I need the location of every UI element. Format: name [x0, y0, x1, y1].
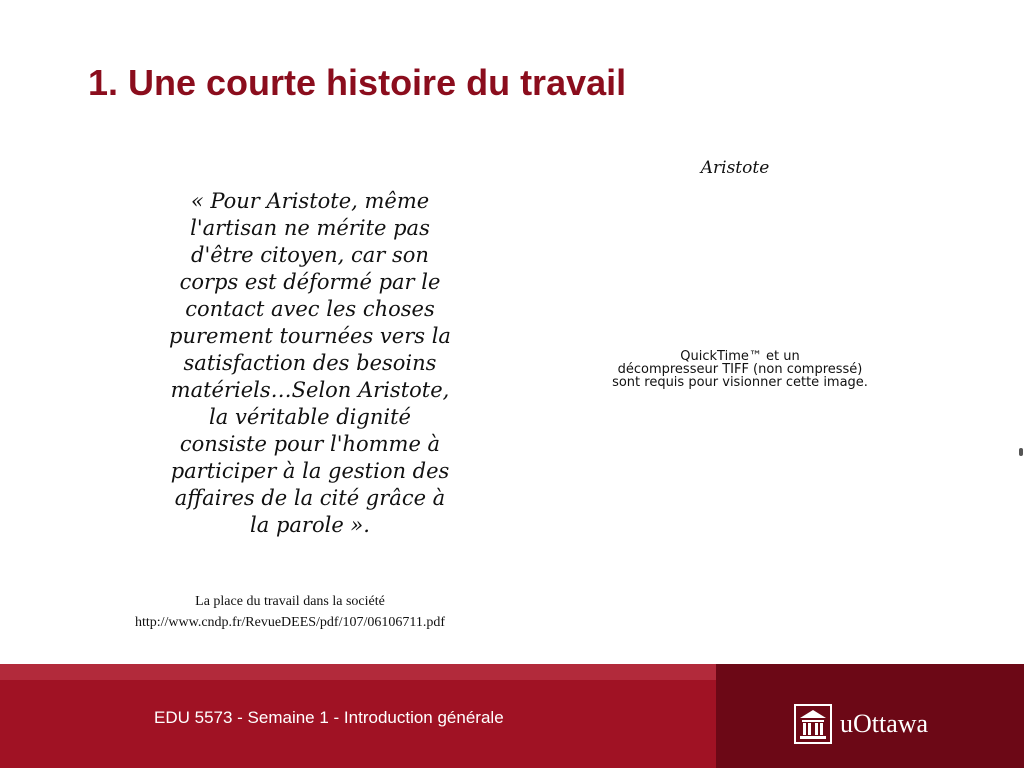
placeholder-line: sont requis pour visionner cette image. — [612, 375, 868, 390]
image-caption: Aristote — [700, 158, 770, 178]
placeholder-line: QuickTime™ et un — [680, 349, 800, 364]
uottawa-logo — [794, 702, 928, 746]
quote-line: participer à la gestion des — [170, 459, 450, 483]
source-title: La place du travail dans la société — [195, 594, 385, 609]
edge-mark — [1019, 448, 1023, 456]
quote-line: d'être citoyen, car son — [191, 243, 429, 267]
quote-line: la véritable dignité — [209, 405, 411, 429]
quote-line: corps est déformé par le — [179, 270, 441, 294]
source-citation — [80, 591, 500, 633]
quote-line: l'artisan ne mérite pas — [190, 216, 430, 240]
quote-line: affaires de la cité grâce à — [174, 486, 446, 510]
uottawa-building-icon — [794, 704, 832, 744]
quote-line: purement tournées vers la — [169, 324, 451, 348]
quote-line: contact avec les choses — [185, 297, 435, 321]
source-url[interactable]: http://www.cndp.fr/RevueDEES/pdf/107/06106711.pdf — [134, 615, 446, 630]
footer-course-text: EDU 5573 - Semaine 1 - Introduction générale — [154, 708, 504, 727]
slide-title: 1. Une courte histoire du travail — [88, 62, 627, 103]
quote-line: la parole ». — [250, 513, 370, 537]
slide-footer — [0, 664, 1024, 768]
quote-line: consiste pour l'homme à — [179, 432, 441, 456]
uottawa-wordmark: uOttawa — [840, 709, 929, 738]
footer-highlight — [0, 664, 716, 680]
aristotle-quote — [120, 188, 500, 539]
quote-line: satisfaction des besoins — [183, 351, 437, 375]
placeholder-line: décompresseur TIFF (non compressé) — [617, 362, 863, 377]
quote-line: matériels…Selon Aristote, — [170, 378, 450, 402]
quicktime-placeholder — [590, 350, 890, 389]
quote-line: « Pour Aristote, même — [190, 189, 430, 213]
